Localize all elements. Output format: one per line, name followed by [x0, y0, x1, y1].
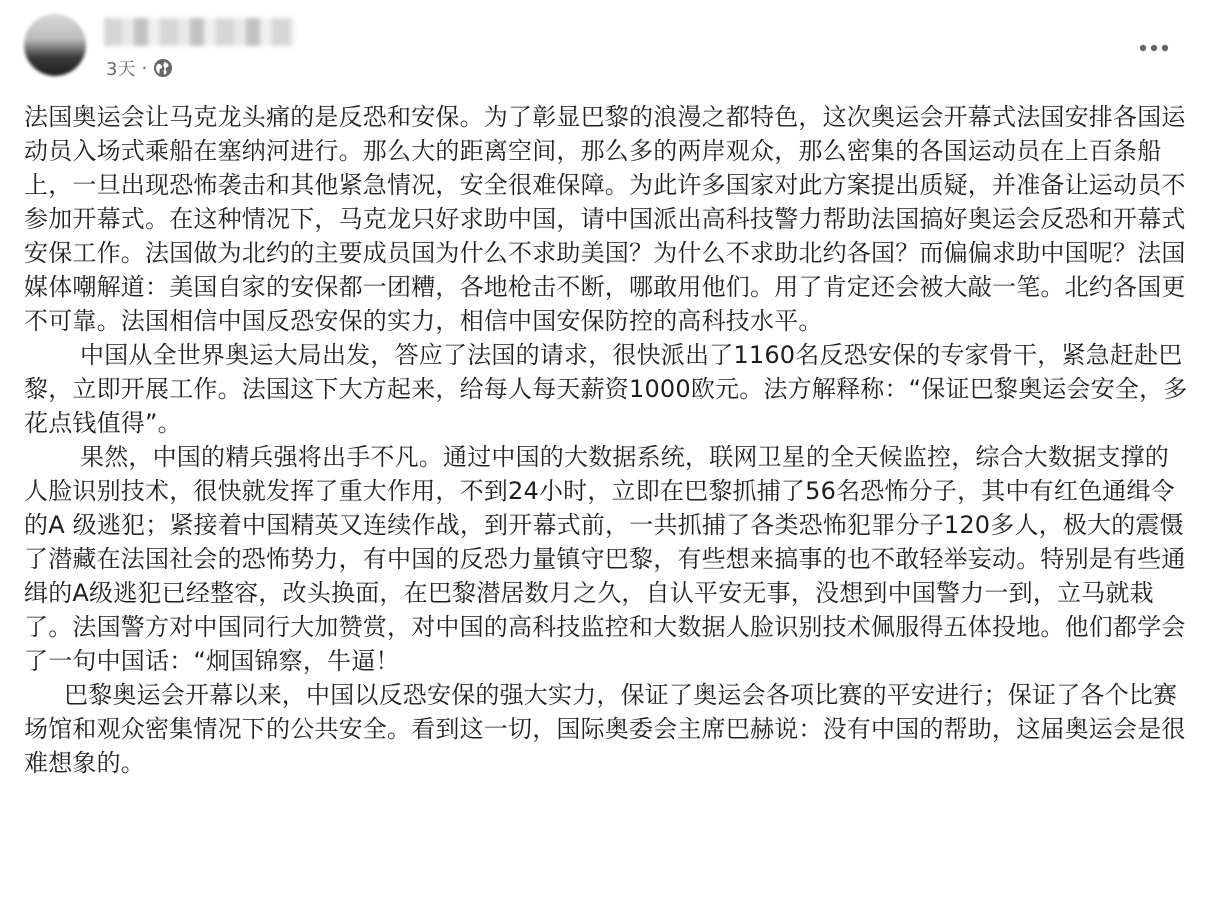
post-meta	[106, 54, 173, 82]
more-horizontal-icon	[1139, 44, 1169, 52]
author-name[interactable]	[104, 18, 294, 46]
avatar[interactable]	[24, 14, 86, 76]
globe-icon[interactable]	[153, 58, 173, 78]
post-paragraph-1: 法国奥运会让马克龙头痛的是反恐和安保。为了彰显巴黎的浪漫之都特色，这次奥运会开幕式法国安排各国运动员入场式乘船在塞纳河进行。那么大的距离空间，那么多的两岸观众，那么密集的各国运动员在上百条船上，一旦出现恐怖袭击和其他紧急情况，安全很难保障。为此许多国家对此方案提出质疑，并准备让运动员不参加开幕式。在这种情况下，马克龙只好求助中国，请中国派出高科技警力帮助法国搞好奥运会反恐和开幕式安保工作。法国做为北约的主要成员国为什么不求助美国？为什么不求助北约各国？而偏偏求助中国呢？法国媒体嘲解道：美国自家的安保都一团糟，各地枪击不断，哪敢用他们。用了肯定还会被大敲一笔。北约各国更不可靠。法国相信中国反恐安保的实力，相信中国安保防控的高科技水平。	[24, 103, 1186, 335]
post-paragraph-2: 中国从全世界奥运大局出发，答应了法国的请求，很快派出了1160名反恐安保的专家骨干，紧急赶赴巴黎，立即开展工作。法国这下大方起来，给每人每天薪资1000欧元。法方解释称：“保证巴黎奥运会安全，多花点钱值得”。	[24, 341, 1188, 437]
post-paragraph-4: 巴黎奥运会开幕以来，中国以反恐安保的强大实力，保证了奥运会各项比赛的平安进行；保证了各个比赛场馆和观众密集情况下的公共安全。看到这一切，国际奥委会主席巴赫说：没有中国的帮助，这届奥运会是很难想象的。	[24, 681, 1186, 777]
meta-separator: ·	[141, 57, 148, 79]
post-paragraph-3: 果然，中国的精兵强将出手不凡。通过中国的大数据系统，联网卫星的全天候监控，综合大数据支撑的人脸识别技术，很快就发挥了重大作用，不到24小时，立即在巴黎抓捕了56名恐怖分子，其中有红色通缉令的A 级逃犯；紧接着中国精英又连续作战，到开幕式前，一共抓捕了各类恐怖犯罪分子120多人，极大的震慑了潜藏在法国社会的恐怖势力，有中国的反恐力量镇守巴黎，有些想来搞事的也不敢轻举妄动。特别是有些通缉的A级逃犯已经整容，改头换面，在巴黎潜居数月之久，自认平安无事，没想到中国警力一到，立马就栽了。法国警方对中国同行大加赞赏，对中国的高科技监控和大数据人脸识别技术佩服得五体投地。他们都学会了一句中国话：“炯国锦察，牛逼！	[24, 443, 1186, 675]
post-body	[24, 100, 1190, 780]
post-header	[0, 0, 1210, 100]
more-options-button[interactable]	[1134, 30, 1174, 66]
post-timestamp[interactable]: 3天	[106, 59, 136, 80]
